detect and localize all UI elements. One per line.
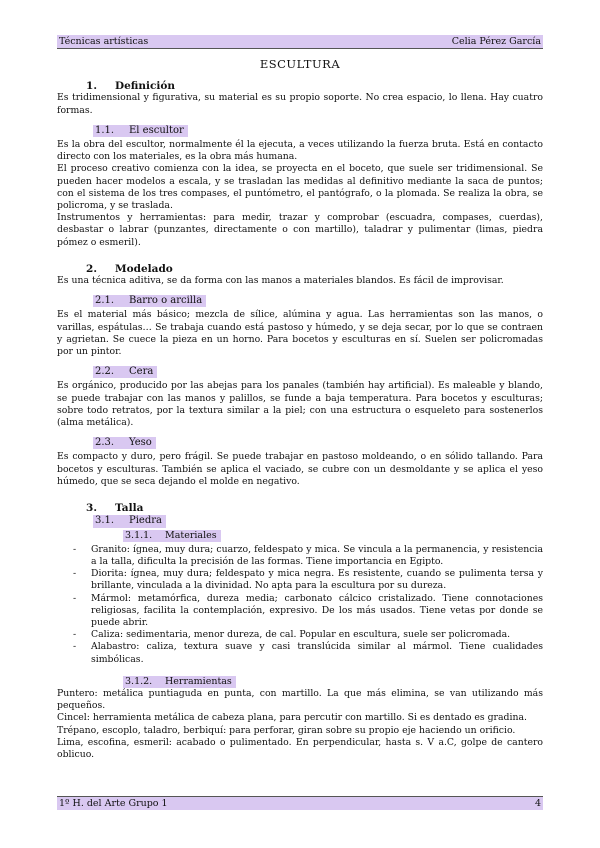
subsubsection-heading-3-1-1: 3.1.1. Materiales xyxy=(123,530,221,542)
section-2-text: Es una técnica aditiva, se da forma con las manos a materiales blandos. Es fácil de improvisar. xyxy=(57,275,504,287)
materials-list xyxy=(57,544,543,666)
header-subject: Técnicas artísticas xyxy=(59,36,149,47)
page-number: 4 xyxy=(534,798,541,809)
list-item: - Alabastro: caliza, textura suave y casi translúcida similar al mármol. Tiene cualidades simbólicas. xyxy=(91,641,543,665)
subsection-heading-2-1: 2.1. Barro o arcilla xyxy=(93,295,206,307)
page-footer xyxy=(57,796,543,810)
paragraph: El proceso creativo comienza con la idea, se proyecta en el boceto, que suele ser tridimensional. Se pueden hacer modelos a escala, y se trasladan las medidas al definitivo mediante la saca de puntos; con el sistema de los tres compases, el puntómetro, el pantógrafo, o la plomada. Se realiza la obra, se policroma, y se traslada. xyxy=(57,163,543,212)
paragraph: Trépano, escoplo, taladro, berbiquí: para perforar, giran sobre su propio eje haciendo un orificio. xyxy=(57,724,516,736)
section-heading-2: 2. Modelado xyxy=(86,262,173,275)
paragraph: Es orgánico, producido por las abejas para los panales (también hay artificial). Es maleable y blando, se puede trabajar con las manos y palillos, se funde a baja temperatura. Para bocetos y esculturas; sobre todo retratos, por la textura similar a la piel; con una estructura o esqueleto para sostenerlos (alma metálica). xyxy=(57,380,543,429)
paragraph: Lima, escofina, esmeril: acabado o pulimentado. En perpendicular, hasta s. V a.C, golpe de cantero oblicuo. xyxy=(57,736,543,760)
paragraph: Es la obra del escultor, normalmente él la ejecuta, a veces utilizando la fuerza bruta. Está en contacto directo con los materiales, es la obra más humana. xyxy=(57,139,543,163)
subsection-heading-2-2: 2.2. Cera xyxy=(93,366,157,378)
subsection-heading-3-1: 3.1. Piedra xyxy=(93,515,166,527)
document-body xyxy=(57,52,543,761)
header-author: Celia Pérez García xyxy=(451,36,541,47)
paragraph: Instrumentos y herramientas: para medir, trazar y comprobar (escuadra, compases, cuerdas), desbastar o labrar (punzantes, directamente o con martillo), taladrar y pulimentar (limas, piedra pómez o esmeril). xyxy=(57,212,543,248)
footer-course: 1º H. del Arte Grupo 1 xyxy=(59,798,168,809)
section-heading-1: 1. Definición xyxy=(86,80,176,93)
list-item: - Caliza: sedimentaria, menor dureza, de cal. Popular en escultura, suele ser policromada. xyxy=(91,629,543,641)
subsection-heading-1-1: 1.1. El escultor xyxy=(93,125,188,137)
paragraph: Es compacto y duro, pero frágil. Se puede trabajar en pastoso moldeando, o en sólido tallando. Para bocetos y esculturas. También se aplica el vaciado, se cubre con un desmoldante y se aplica el yeso húmedo, que se seca dejando el molde en negativo. xyxy=(57,451,543,487)
page-header xyxy=(57,35,543,49)
paragraph: Puntero: metálica puntiaguda en punta, con martillo. La que más elimina, se van utilizando más pequeños. xyxy=(57,687,543,712)
document-title: ESCULTURA xyxy=(259,57,341,71)
subsection-heading-2-3: 2.3. Yeso xyxy=(93,437,156,449)
paragraph: Es el material más básico; mezcla de sílice, alúmina y agua. Las herramientas son las manos, o varillas, espátulas… Se trabaja cuando está pastoso y húmedo, y se deja secar, por lo que se contraen y agrietan. Se cuece la pieza en un horno. Para bocetos y esculturas en sí. Suelen ser policromadas por un pintor. xyxy=(57,309,543,358)
section-1-text: Es tridimensional y figurativa, su material es su propio soporte. No crea espacio, lo llena. Hay cuatro formas. xyxy=(57,92,543,116)
list-item: - Granito: ígnea, muy dura; cuarzo, feldespato y mica. Se vincula a la permanencia, y resistencia a la talla, dificulta la precisión de las formas. Tiene importancia en Egipto. xyxy=(91,544,543,568)
list-item: - Mármol: metamórfica, dureza media; carbonato cálcico cristalizado. Tiene connotaciones religiosas, facilita la contemplación, expresivo. De los más usados. Tiene vetas por donde se puede abrir. xyxy=(91,593,543,630)
section-heading-3: 3. Talla xyxy=(86,502,144,515)
subsubsection-heading-3-1-2: 3.1.2. Herramientas xyxy=(123,676,236,688)
paragraph: Cincel: herramienta metálica de cabeza plana, para percutir con martillo. Si es dentado es gradina. xyxy=(57,712,527,724)
list-item: - Diorita: ígnea, muy dura; feldespato y mica negra. Es resistente, cuando se pulimenta tersa y brillante, vinculada a la divinidad. No apta para la escultura por su dureza. xyxy=(91,568,543,592)
